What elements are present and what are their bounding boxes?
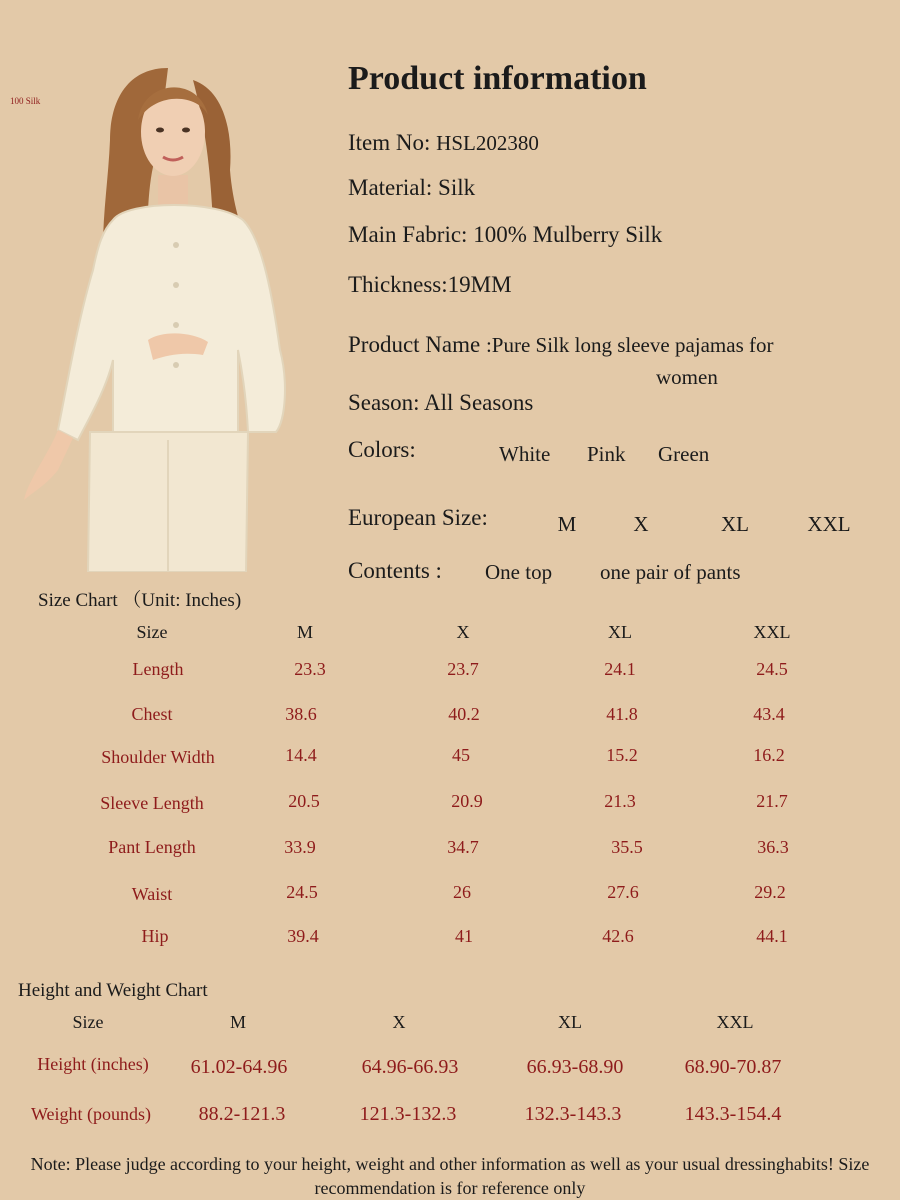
colors-label: Colors: [348,437,416,462]
row-value: 16.2 [753,745,785,765]
row-value: 29.2 [754,882,786,902]
size-note: Note: Please judge according to your height, weight and other information as well as your usual dressinghabits! Size recommendation is for reference only [30,1154,870,1198]
row-value: 14.4 [285,745,317,765]
european-size-label: European Size: [348,505,488,530]
row-value: 44.1 [756,926,788,946]
eu-size-m: M [557,512,577,536]
color-green: Green [658,442,710,466]
eu-size-x: X [633,512,649,536]
contents-pants: one pair of pants [600,560,741,584]
size-chart-header-cell: Size [136,622,168,642]
hw-header-cell: M [229,1012,247,1032]
material-row: Material: Silk [348,175,476,200]
row-value: 64.96-66.93 [361,1056,459,1078]
row-label: Height (inches) [37,1054,149,1074]
row-value: 20.5 [288,791,320,811]
row-value: 132.3-143.3 [524,1103,622,1125]
hw-chart-title: Height and Weight Chart [18,980,208,1001]
eu-size-xxl: XXL [807,512,851,536]
item-no-label: Item No: [348,130,431,155]
thickness-row [348,272,512,298]
row-value: 40.2 [448,704,480,724]
row-value: 36.3 [757,837,789,857]
hw-header-cell: Size [72,1012,104,1032]
row-label: Length [132,659,184,679]
row-label: Hip [141,926,169,946]
row-value: 27.6 [607,882,639,902]
row-value: 15.2 [606,745,638,765]
product-name-value-line2: women [656,365,718,389]
row-value: 42.6 [602,926,634,946]
row-value: 24.1 [604,659,636,679]
row-value: 34.7 [447,837,479,857]
row-value: 24.5 [756,659,788,679]
row-label: Chest [131,704,173,724]
row-value: 21.7 [756,791,788,811]
main-fabric-row: Main Fabric: 100% Mulberry Silk [348,222,663,247]
row-value: 43.4 [753,704,785,724]
row-value: 68.90-70.87 [684,1056,782,1078]
row-label: Pant Length [108,837,196,857]
item-no-row [348,130,539,156]
silk-tag: 100 Silk [10,96,41,106]
thickness-value: :19MM [441,272,512,297]
size-chart-header-cell: M [296,622,314,642]
row-value: 24.5 [286,882,318,902]
product-photo [18,60,318,572]
row-value: 20.9 [451,791,483,811]
row-value: 61.02-64.96 [190,1056,288,1078]
size-chart-header-cell: X [456,622,470,642]
row-value: 21.3 [604,791,636,811]
row-value: 35.5 [611,837,643,857]
hw-header-cell: X [392,1012,406,1032]
row-value: 143.3-154.4 [684,1103,782,1125]
row-label: Waist [131,884,173,904]
eu-size-xl: XL [721,512,749,536]
season-row: Season: All Seasons [348,390,534,415]
contents-label: Contents : [348,558,442,583]
page-title: Product information [348,60,647,97]
contents-top: One top [485,560,553,584]
color-white: White [499,442,551,466]
hw-header-cell: XXL [716,1012,754,1032]
row-label: Sleeve Length [100,793,204,813]
row-value: 45 [452,745,470,765]
item-no-value: HSL202380 [436,131,539,155]
row-value: 41 [455,926,473,946]
row-value: 33.9 [284,837,316,857]
row-value: 23.3 [294,659,326,679]
row-label: Weight (pounds) [30,1104,152,1124]
row-value: 26 [453,882,471,902]
product-name-row [348,332,774,358]
row-label: Shoulder Width [101,747,215,767]
thickness-label: Thickness [348,272,442,297]
row-value: 66.93-68.90 [526,1056,624,1078]
color-pink: Pink [587,442,626,466]
row-value: 41.8 [606,704,638,724]
row-value: 23.7 [447,659,479,679]
row-value: 39.4 [287,926,319,946]
size-chart-title: Size Chart （Unit: Inches) [38,590,242,611]
model-illustration [18,60,318,572]
row-value: 121.3-132.3 [359,1103,457,1125]
product-name-value: :Pure Silk long sleeve pajamas for [485,333,774,357]
product-name-label: Product Name [348,332,481,357]
hw-header-cell: XL [558,1012,582,1032]
size-chart-header-cell: XXL [753,622,791,642]
row-value: 88.2-121.3 [198,1103,286,1125]
size-chart-header-cell: XL [608,622,632,642]
row-value: 38.6 [285,704,317,724]
